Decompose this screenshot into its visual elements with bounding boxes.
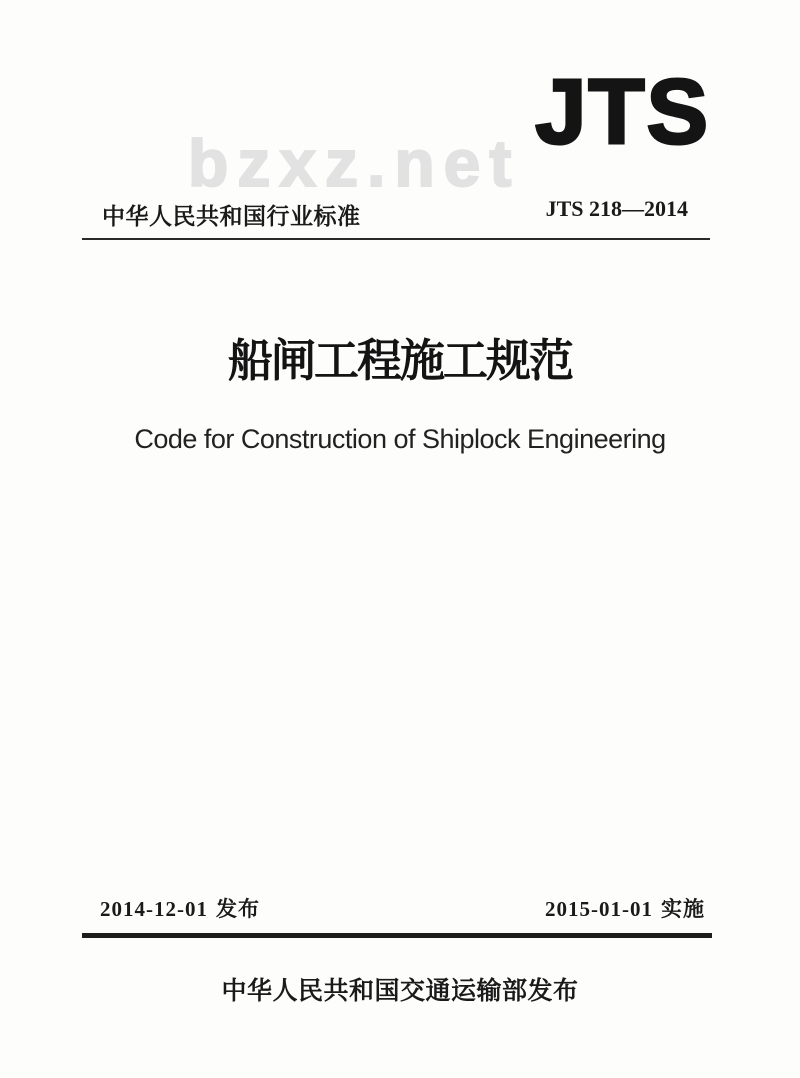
standard-category-label: 中华人民共和国行业标准 <box>102 203 361 229</box>
footer-divider-line <box>82 933 712 938</box>
standard-code: JTS 218—2014 <box>545 196 688 221</box>
effective-date-label: 实施 <box>661 898 705 921</box>
effective-date-item <box>545 893 705 923</box>
dates-row <box>100 893 705 923</box>
header-divider-line <box>82 238 710 240</box>
publisher-line: 中华人民共和国交通运输部发布 <box>221 977 579 1005</box>
document-title-chinese: 船闸工程施工规范 <box>227 334 572 387</box>
issue-date-label: 发布 <box>216 898 260 921</box>
document-title-english: Code for Construction of Shiplock Engineering <box>134 424 666 454</box>
issue-date-item <box>100 893 260 923</box>
effective-date: 2015-01-01 <box>545 897 653 921</box>
jts-logo: JTS <box>535 61 710 163</box>
watermark-text: bzxz.net <box>188 126 521 200</box>
issue-date: 2014-12-01 <box>100 897 208 921</box>
